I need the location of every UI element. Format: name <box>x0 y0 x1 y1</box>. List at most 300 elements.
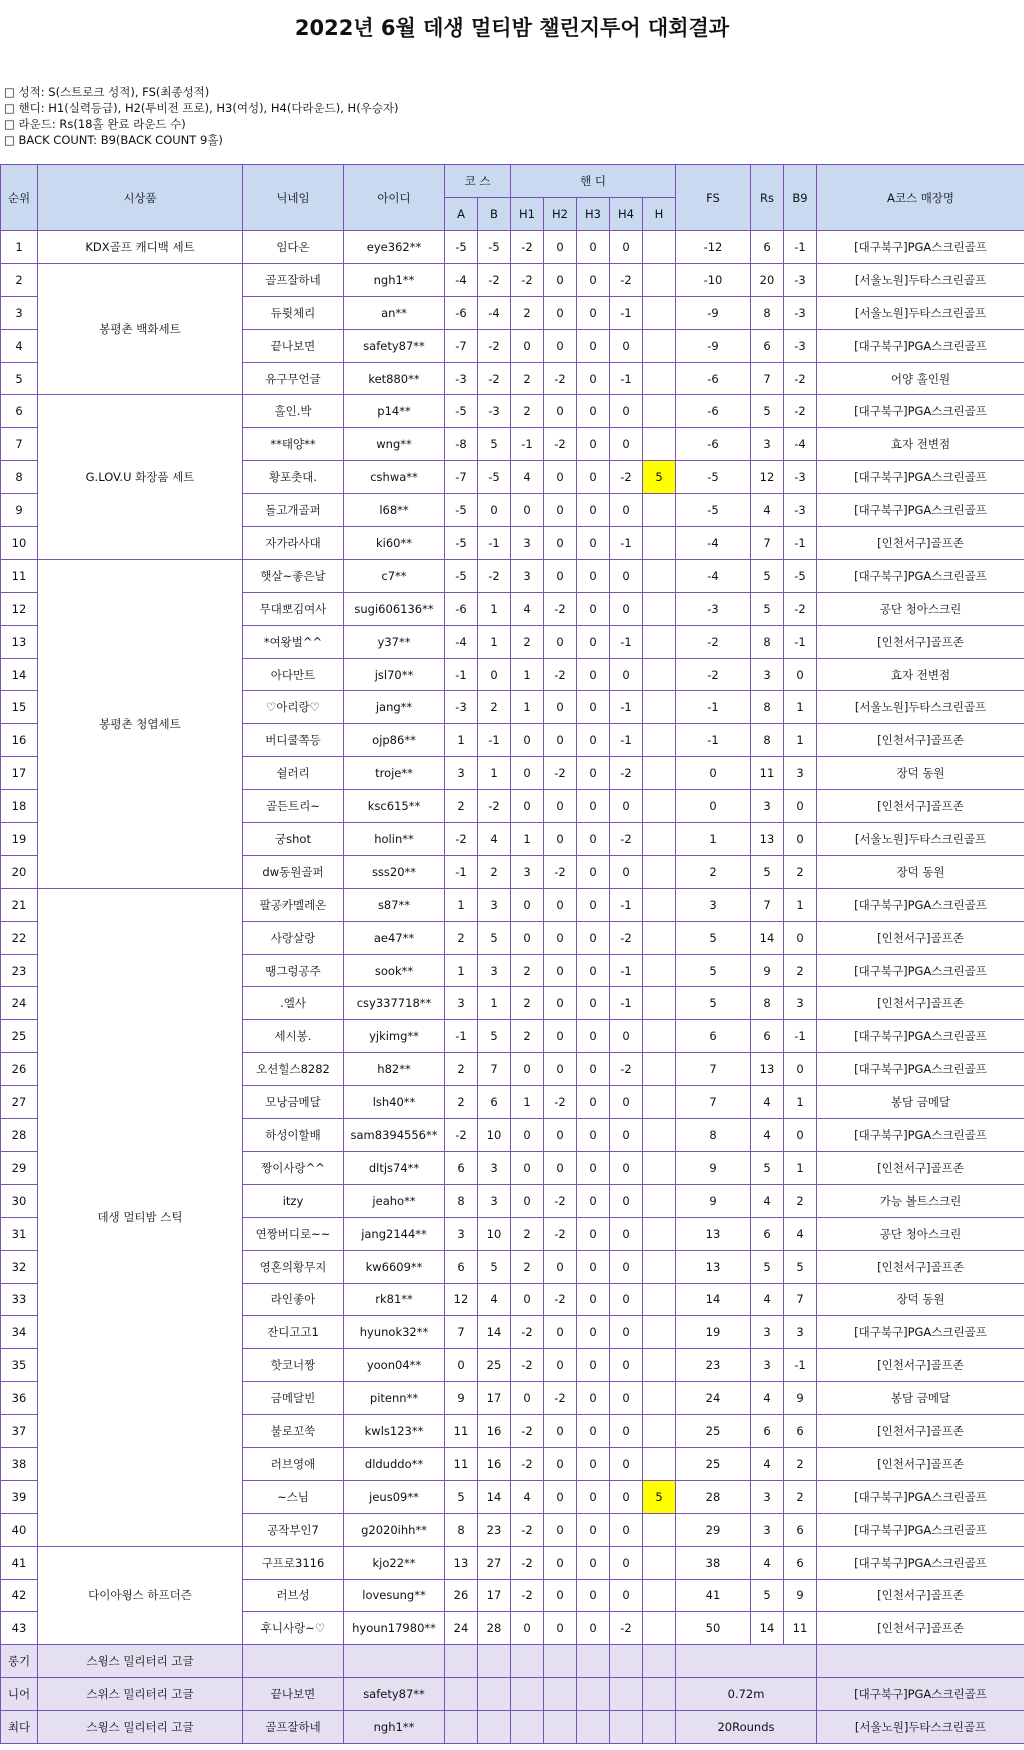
cell-empty <box>610 1678 643 1711</box>
cell-rank: 27 <box>1 1086 38 1119</box>
cell-fs: -2 <box>676 658 751 691</box>
cell-h3: 0 <box>577 1151 610 1184</box>
cell-rs: 9 <box>751 954 784 987</box>
cell-b9: 2 <box>784 954 817 987</box>
cell-h2: -2 <box>544 1086 577 1119</box>
cell-nickname: 유구무언글 <box>243 362 344 395</box>
cell-rank: 39 <box>1 1480 38 1513</box>
cell-rank: 18 <box>1 790 38 823</box>
cell-h3: 0 <box>577 592 610 625</box>
cell-store: 봉담 금메달 <box>817 1086 1024 1119</box>
cell-course-a: 6 <box>445 1250 478 1283</box>
cell-h1: 3 <box>511 855 544 888</box>
cell-h1: 0 <box>511 1382 544 1415</box>
cell-h <box>643 1217 676 1250</box>
cell-prize: 스윙스 밀리터리 고글 <box>38 1711 243 1744</box>
cell-fs: -2 <box>676 625 751 658</box>
cell-course-b: 5 <box>478 1020 511 1053</box>
cell-course-a: -2 <box>445 823 478 856</box>
cell-rs: 4 <box>751 1447 784 1480</box>
cell-rank: 13 <box>1 625 38 658</box>
cell-course-b: -1 <box>478 527 511 560</box>
cell-nickname: 골든트리~ <box>243 790 344 823</box>
cell-store: [서울노원]두타스크린골프 <box>817 691 1024 724</box>
cell-h <box>643 395 676 428</box>
cell-h4: -1 <box>610 888 643 921</box>
cell-course-b: -1 <box>478 724 511 757</box>
cell-h <box>643 888 676 921</box>
cell-course-a: 1 <box>445 954 478 987</box>
cell-store: 어양 홀인원 <box>817 362 1024 395</box>
cell-id: ki60** <box>344 527 445 560</box>
cell-rank: 26 <box>1 1053 38 1086</box>
cell-h <box>643 691 676 724</box>
cell-h3: 0 <box>577 461 610 494</box>
cell-record: 20Rounds <box>676 1711 817 1744</box>
cell-h1: 0 <box>511 757 544 790</box>
cell-h1: 2 <box>511 1020 544 1053</box>
cell-h2: 0 <box>544 461 577 494</box>
cell-h4: 0 <box>610 1086 643 1119</box>
cell-nickname: dw동원골퍼 <box>243 855 344 888</box>
cell-h3: 0 <box>577 1480 610 1513</box>
cell-fs: 14 <box>676 1283 751 1316</box>
cell-course-a: 8 <box>445 1184 478 1217</box>
cell-course-b: 25 <box>478 1349 511 1382</box>
cell-store: [인천서구]골프존 <box>817 921 1024 954</box>
cell-h4: 0 <box>610 592 643 625</box>
cell-id: dltjs74** <box>344 1151 445 1184</box>
cell-course-a: 12 <box>445 1283 478 1316</box>
cell-store <box>817 1645 1024 1678</box>
cell-nickname: 끝나보면 <box>243 329 344 362</box>
cell-rs: 5 <box>751 1151 784 1184</box>
cell-h1: 0 <box>511 790 544 823</box>
cell-prize: 데생 멀티밤 스틱 <box>38 888 243 1546</box>
cell-prize: 다이아윙스 하프더즌 <box>38 1546 243 1645</box>
cell-course-a: -8 <box>445 428 478 461</box>
cell-h4: -2 <box>610 263 643 296</box>
cell-course-a: 1 <box>445 888 478 921</box>
cell-h3: 0 <box>577 1086 610 1119</box>
cell-rs: 4 <box>751 494 784 527</box>
cell-fs: -9 <box>676 329 751 362</box>
cell-h4: 0 <box>610 559 643 592</box>
cell-course-a: 0 <box>445 1349 478 1382</box>
cell-rs: 5 <box>751 559 784 592</box>
cell-h <box>643 1119 676 1152</box>
cell-id: h82** <box>344 1053 445 1086</box>
cell-course-b: -2 <box>478 362 511 395</box>
cell-id: kjo22** <box>344 1546 445 1579</box>
cell-h4: 0 <box>610 1513 643 1546</box>
cell-fs: 50 <box>676 1612 751 1645</box>
cell-course-b: 3 <box>478 888 511 921</box>
cell-course-a: 1 <box>445 724 478 757</box>
table-row <box>1 888 1024 921</box>
cell-rs: 8 <box>751 724 784 757</box>
header-store: A코스 매장명 <box>817 165 1024 231</box>
cell-rank: 34 <box>1 1316 38 1349</box>
cell-rank: 22 <box>1 921 38 954</box>
cell-nickname: 끝나보면 <box>243 1678 344 1711</box>
cell-nickname: 연짱버디로~~ <box>243 1217 344 1250</box>
cell-store: 효자 전변점 <box>817 658 1024 691</box>
cell-rank: 14 <box>1 658 38 691</box>
cell-rank: 19 <box>1 823 38 856</box>
cell-rank: 20 <box>1 855 38 888</box>
cell-h1: -2 <box>511 1349 544 1382</box>
cell-nickname: 구프로3116 <box>243 1546 344 1579</box>
cell-rank: 35 <box>1 1349 38 1382</box>
cell-h <box>643 1612 676 1645</box>
cell-h3: 0 <box>577 296 610 329</box>
cell-h <box>643 592 676 625</box>
cell-h2: 0 <box>544 1119 577 1152</box>
cell-nickname: **태양** <box>243 428 344 461</box>
cell-course-a: 6 <box>445 1151 478 1184</box>
cell-h1: 3 <box>511 559 544 592</box>
cell-h4: -1 <box>610 724 643 757</box>
cell-rank: 32 <box>1 1250 38 1283</box>
cell-store: 공단 청아스크린 <box>817 1217 1024 1250</box>
cell-rank: 10 <box>1 527 38 560</box>
cell-b9: -2 <box>784 592 817 625</box>
cell-course-b: 7 <box>478 1053 511 1086</box>
header-rs: Rs <box>751 165 784 231</box>
cell-h1: 2 <box>511 954 544 987</box>
cell-b9: 2 <box>784 1480 817 1513</box>
cell-nickname: 불로꼬쑥 <box>243 1415 344 1448</box>
cell-b9: 6 <box>784 1546 817 1579</box>
cell-award-label: 최다 <box>1 1711 38 1744</box>
cell-h1: 0 <box>511 724 544 757</box>
cell-rank: 15 <box>1 691 38 724</box>
header-course-a: A <box>445 198 478 231</box>
cell-h <box>643 1020 676 1053</box>
cell-rank: 25 <box>1 1020 38 1053</box>
cell-h4: -1 <box>610 625 643 658</box>
table-row <box>1 559 1024 592</box>
cell-course-a: -5 <box>445 395 478 428</box>
cell-rank: 36 <box>1 1382 38 1415</box>
cell-h1: 0 <box>511 921 544 954</box>
cell-rs: 6 <box>751 1217 784 1250</box>
cell-rank: 12 <box>1 592 38 625</box>
cell-b9: -3 <box>784 494 817 527</box>
header-course: 코 스 <box>445 165 511 198</box>
cell-fs: 24 <box>676 1382 751 1415</box>
cell-b9: 3 <box>784 757 817 790</box>
cell-empty <box>577 1678 610 1711</box>
cell-store: [대구북구]PGA스크린골프 <box>817 494 1024 527</box>
cell-empty <box>445 1678 478 1711</box>
cell-nickname: 팔공카멜레온 <box>243 888 344 921</box>
page-title: 2022년 6월 데생 멀티밤 챌린지투어 대회결과 <box>294 16 730 40</box>
cell-store: 가능 볼트스크린 <box>817 1184 1024 1217</box>
cell-rank: 4 <box>1 329 38 362</box>
cell-h3: 0 <box>577 757 610 790</box>
cell-b9: -3 <box>784 296 817 329</box>
cell-empty <box>610 1711 643 1744</box>
cell-fs: -1 <box>676 691 751 724</box>
cell-course-a: 3 <box>445 757 478 790</box>
cell-fs: -6 <box>676 395 751 428</box>
cell-rank: 31 <box>1 1217 38 1250</box>
cell-h3: 0 <box>577 1020 610 1053</box>
cell-empty <box>643 1645 676 1678</box>
cell-course-a: 9 <box>445 1382 478 1415</box>
cell-prize: 스윙스 밀리터리 고글 <box>38 1645 243 1678</box>
cell-course-a: 2 <box>445 790 478 823</box>
cell-course-a: -1 <box>445 855 478 888</box>
header-prize: 시상품 <box>38 165 243 231</box>
cell-course-b: 27 <box>478 1546 511 1579</box>
cell-h3: 0 <box>577 1513 610 1546</box>
cell-course-a: -7 <box>445 461 478 494</box>
cell-nickname: 금메달빈 <box>243 1382 344 1415</box>
cell-rank: 23 <box>1 954 38 987</box>
cell-b9: 1 <box>784 691 817 724</box>
cell-course-a: -5 <box>445 231 478 264</box>
cell-h1: 2 <box>511 987 544 1020</box>
cell-h1: 0 <box>511 1151 544 1184</box>
cell-id: rk81** <box>344 1283 445 1316</box>
cell-rank: 38 <box>1 1447 38 1480</box>
cell-store: [인천서구]골프존 <box>817 790 1024 823</box>
cell-id: kwls123** <box>344 1415 445 1448</box>
cell-rank: 33 <box>1 1283 38 1316</box>
cell-id: l68** <box>344 494 445 527</box>
cell-empty <box>610 1645 643 1678</box>
table-row <box>1 231 1024 264</box>
cell-h <box>643 724 676 757</box>
cell-course-a: 26 <box>445 1579 478 1612</box>
cell-rs: 3 <box>751 1316 784 1349</box>
cell-course-b: 3 <box>478 1151 511 1184</box>
cell-course-a: -6 <box>445 296 478 329</box>
cell-b9: -1 <box>784 1349 817 1382</box>
cell-h3: 0 <box>577 987 610 1020</box>
cell-b9: 0 <box>784 658 817 691</box>
cell-course-b: 23 <box>478 1513 511 1546</box>
cell-h3: 0 <box>577 263 610 296</box>
cell-h3: 0 <box>577 395 610 428</box>
cell-h1: 2 <box>511 362 544 395</box>
cell-fs: -9 <box>676 296 751 329</box>
cell-h1: -2 <box>511 1316 544 1349</box>
cell-h4: -1 <box>610 527 643 560</box>
cell-id: jsl70** <box>344 658 445 691</box>
cell-h1: 0 <box>511 1119 544 1152</box>
cell-h2: 0 <box>544 691 577 724</box>
cell-rs: 7 <box>751 888 784 921</box>
cell-course-a: -7 <box>445 329 478 362</box>
cell-b9: -2 <box>784 395 817 428</box>
cell-h <box>643 1086 676 1119</box>
cell-h1: 2 <box>511 1250 544 1283</box>
cell-h4: 0 <box>610 329 643 362</box>
cell-store: [인천서구]골프존 <box>817 625 1024 658</box>
cell-h <box>643 1382 676 1415</box>
cell-rs: 11 <box>751 757 784 790</box>
cell-id: jang** <box>344 691 445 724</box>
cell-h3: 0 <box>577 1316 610 1349</box>
cell-h4: 0 <box>610 428 643 461</box>
cell-b9: 0 <box>784 823 817 856</box>
header-h1: H1 <box>511 198 544 231</box>
cell-h2: 0 <box>544 1349 577 1382</box>
cell-h <box>643 296 676 329</box>
cell-store: [인천서구]골프존 <box>817 1415 1024 1448</box>
header-b9: B9 <box>784 165 817 231</box>
cell-h4: 0 <box>610 1217 643 1250</box>
cell-h1: 0 <box>511 1184 544 1217</box>
results-table <box>0 164 1024 1744</box>
cell-b9: -1 <box>784 1020 817 1053</box>
cell-h1: 1 <box>511 658 544 691</box>
cell-course-b: 28 <box>478 1612 511 1645</box>
cell-nickname: .엘사 <box>243 987 344 1020</box>
cell-b9: 11 <box>784 1612 817 1645</box>
cell-fs: 8 <box>676 1119 751 1152</box>
cell-h3: 0 <box>577 494 610 527</box>
cell-h2: 0 <box>544 527 577 560</box>
cell-store: [대구북구]PGA스크린골프 <box>817 1678 1024 1711</box>
cell-nickname: 잔디고고1 <box>243 1316 344 1349</box>
legend-round: □ 라운드: Rs(18홀 완료 라운드 수) <box>4 117 186 131</box>
cell-h4: 0 <box>610 1283 643 1316</box>
cell-nickname: 짱이사랑^^ <box>243 1151 344 1184</box>
cell-h1: -2 <box>511 1513 544 1546</box>
cell-prize: G.LOV.U 화장품 세트 <box>38 395 243 559</box>
cell-h4: 0 <box>610 1119 643 1152</box>
cell-h: 5 <box>643 1480 676 1513</box>
cell-rs: 5 <box>751 855 784 888</box>
cell-nickname: 골프잘하네 <box>243 1711 344 1744</box>
cell-h3: 0 <box>577 691 610 724</box>
cell-rs: 12 <box>751 461 784 494</box>
cell-fs: -3 <box>676 592 751 625</box>
cell-course-b: 0 <box>478 658 511 691</box>
cell-fs: 3 <box>676 888 751 921</box>
cell-h3: 0 <box>577 1612 610 1645</box>
cell-h4: 0 <box>610 658 643 691</box>
cell-b9: -1 <box>784 527 817 560</box>
legend-score: □ 성적: S(스트로크 성적), FS(최종성적) <box>4 85 210 99</box>
cell-course-b: -2 <box>478 263 511 296</box>
cell-store: [대구북구]PGA스크린골프 <box>817 1119 1024 1152</box>
cell-course-a: 5 <box>445 1480 478 1513</box>
cell-h3: 0 <box>577 428 610 461</box>
cell-h2: 0 <box>544 1612 577 1645</box>
cell-rank: 7 <box>1 428 38 461</box>
cell-h: 5 <box>643 461 676 494</box>
cell-b9: 2 <box>784 1184 817 1217</box>
cell-fs: 25 <box>676 1447 751 1480</box>
cell-h1: -2 <box>511 1415 544 1448</box>
cell-empty <box>478 1645 511 1678</box>
cell-rs: 5 <box>751 1579 784 1612</box>
cell-b9: -3 <box>784 263 817 296</box>
cell-course-b: 17 <box>478 1579 511 1612</box>
legend <box>4 84 399 148</box>
cell-store: [대구북구]PGA스크린골프 <box>817 461 1024 494</box>
cell-h <box>643 263 676 296</box>
cell-course-b: 10 <box>478 1217 511 1250</box>
special-award-row <box>1 1645 1024 1678</box>
cell-h4: 0 <box>610 1184 643 1217</box>
cell-h3: 0 <box>577 527 610 560</box>
cell-b9: -2 <box>784 362 817 395</box>
cell-store: [대구북구]PGA스크린골프 <box>817 231 1024 264</box>
cell-fs: 2 <box>676 855 751 888</box>
cell-store: [인천서구]골프존 <box>817 1612 1024 1645</box>
cell-rank: 41 <box>1 1546 38 1579</box>
cell-h2: 0 <box>544 1513 577 1546</box>
cell-id: sugi606136** <box>344 592 445 625</box>
cell-nickname: 하성이할배 <box>243 1119 344 1152</box>
cell-h4: 0 <box>610 1382 643 1415</box>
cell-course-a: 2 <box>445 1086 478 1119</box>
cell-empty <box>643 1678 676 1711</box>
cell-rs: 8 <box>751 987 784 1020</box>
header-nickname: 닉네임 <box>243 165 344 231</box>
cell-course-a: -5 <box>445 559 478 592</box>
cell-h <box>643 921 676 954</box>
cell-nickname: 무대뽀김여사 <box>243 592 344 625</box>
cell-fs: 5 <box>676 921 751 954</box>
cell-rs: 4 <box>751 1086 784 1119</box>
cell-rs: 3 <box>751 1349 784 1382</box>
cell-rank: 24 <box>1 987 38 1020</box>
cell-fs: 7 <box>676 1053 751 1086</box>
cell-id: troje** <box>344 757 445 790</box>
cell-fs: 23 <box>676 1349 751 1382</box>
cell-h2: -2 <box>544 855 577 888</box>
cell-rs: 3 <box>751 1513 784 1546</box>
cell-h4: -1 <box>610 362 643 395</box>
header-h: H <box>643 198 676 231</box>
cell-nickname: 햇살~좋은날 <box>243 559 344 592</box>
cell-h4: 0 <box>610 1349 643 1382</box>
cell-h1: -2 <box>511 1546 544 1579</box>
cell-fs: 41 <box>676 1579 751 1612</box>
cell-h3: 0 <box>577 329 610 362</box>
cell-h1: 0 <box>511 1283 544 1316</box>
cell-nickname: 골프잘하네 <box>243 263 344 296</box>
cell-h1: 4 <box>511 592 544 625</box>
cell-nickname: 쉴러리 <box>243 757 344 790</box>
cell-h2: 0 <box>544 1053 577 1086</box>
cell-h2: -2 <box>544 362 577 395</box>
cell-rs: 6 <box>751 1415 784 1448</box>
cell-h3: 0 <box>577 1447 610 1480</box>
cell-h3: 0 <box>577 1579 610 1612</box>
cell-h1: 0 <box>511 1612 544 1645</box>
cell-h3: 0 <box>577 1283 610 1316</box>
cell-h3: 0 <box>577 823 610 856</box>
cell-rs: 5 <box>751 395 784 428</box>
cell-h3: 0 <box>577 362 610 395</box>
cell-store: [대구북구]PGA스크린골프 <box>817 1513 1024 1546</box>
cell-h2: 0 <box>544 231 577 264</box>
cell-h <box>643 954 676 987</box>
cell-h4: -2 <box>610 757 643 790</box>
cell-course-b: -2 <box>478 559 511 592</box>
cell-h2: -2 <box>544 1184 577 1217</box>
cell-h2: 0 <box>544 296 577 329</box>
